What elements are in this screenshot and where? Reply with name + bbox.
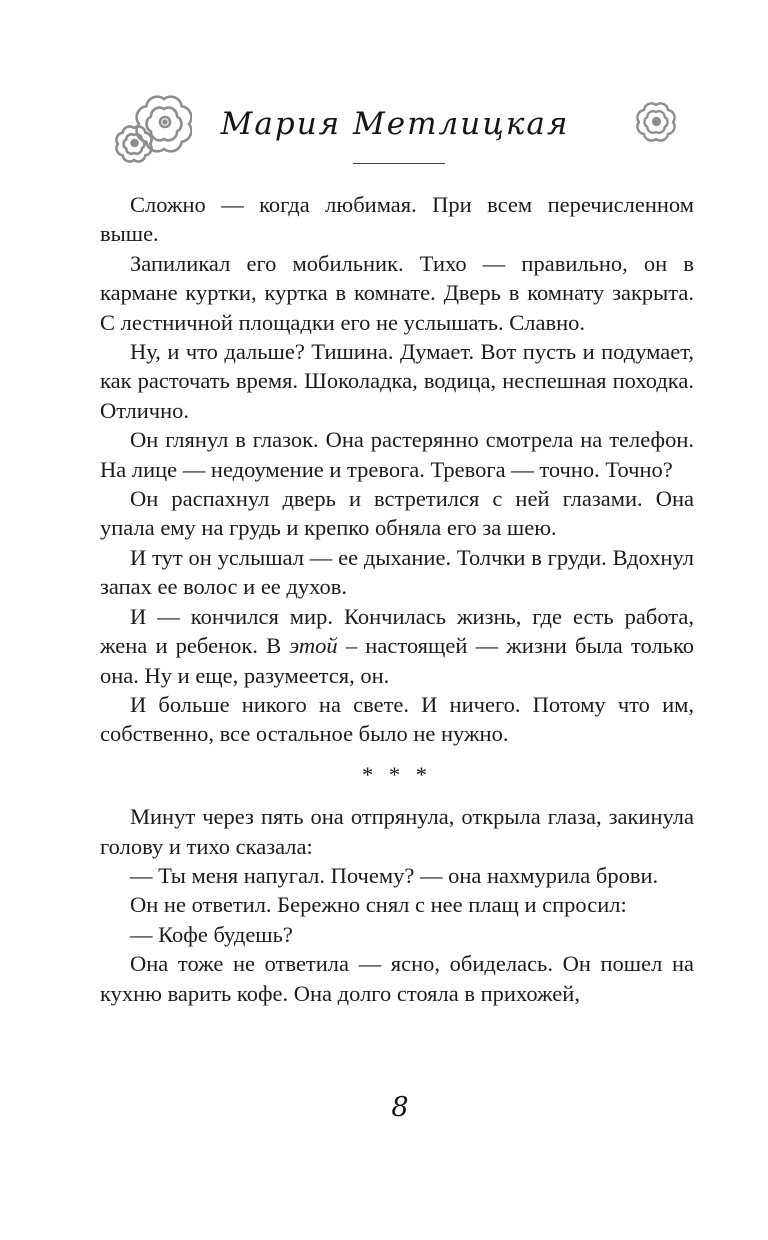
body-paragraph: И тут он услышал — ее дыхание. Толчки в груди. Вдохнул запах ее волос и ее духов.: [100, 544, 694, 600]
paragraph-segment-italic: этой: [289, 633, 338, 659]
body-paragraph: Сложно — когда любимая. При всем перечисленном выше.: [100, 192, 694, 247]
author-name: Мария Метлицкая: [220, 106, 570, 142]
body-paragraph: Минут через пять она отпрянула, открыла глаза, закинула голову и тихо сказала:: [100, 804, 694, 859]
page-text: [100, 190, 694, 1008]
body-paragraph: Он не ответил. Бережно снял с нее плащ и спросил:: [130, 892, 627, 918]
body-paragraph: Он глянул в глазок. Она растерянно смотрела на телефон. На лице — недоумение и тревога. Тревога — точно. Точно?: [100, 427, 694, 482]
rose-ornament-icon: [636, 102, 676, 144]
body-paragraph: — Ты меня напугал. Почему? — она нахмурила брови.: [130, 862, 659, 888]
body-paragraph: Ну, и что дальше? Тишина. Думает. Вот пусть и подумает, как расточать время. Шоколадка, водица, неспешная походка. Отлично.: [100, 339, 694, 423]
paragraph-segment: – настоящей — жизни была только она. Ну и еще, разумеется, он.: [100, 633, 694, 688]
body-paragraph: Запиликал его мобильник. Тихо — правильно, он в кармане куртки, куртка в комнате. Дверь в комнату закрыта. С лестничной площадки его не услышать. Славно.: [100, 250, 694, 335]
paragraph-segment: И — кончился мир. Кончилась жизнь, где есть работа, жена и ребенок. В: [100, 603, 694, 659]
section-separator: * * *: [362, 761, 432, 787]
header-divider: [353, 163, 445, 164]
body-paragraph: Она тоже не ответила — ясно, обиделась. Он пошел на кухню варить кофе. Она долго стояла в прихожей,: [100, 951, 694, 1006]
page-number: 8: [391, 1092, 409, 1123]
body-paragraph: И больше никого на свете. И ничего. Потому что им, собственно, все остальное было не нужно.: [100, 691, 694, 747]
body-paragraph: [100, 602, 694, 690]
body-paragraph: Он распахнул дверь и встретился с ней глазами. Она упала ему на грудь и крепко обняла его за шею.: [100, 486, 694, 541]
body-paragraph: — Кофе будешь?: [130, 921, 293, 947]
